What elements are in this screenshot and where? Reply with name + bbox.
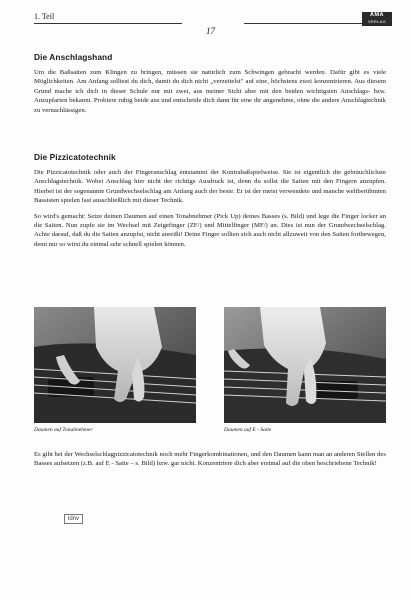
section-anschlagshand — [34, 52, 386, 115]
closing-paragraph — [34, 450, 386, 469]
footer-mark: idnv — [64, 514, 83, 524]
photo-figure-left — [34, 307, 196, 433]
logo-text: AMA — [369, 12, 385, 18]
section-body-instructions: So wird's gemacht: Setze deinen Daumen auf einen Tonabnehmer (Pick Up) deines Basses (s. Bild) und lege die Finger locker an die Saiten. Nun zupfe sie im Wechsel mit Zeigefinger (ZF/) und Mittelfinger (MF/) an. Dies ist nun der Grundwechselschlag. Achte darauf, daß du die Saiten anzupfst, nicht anreißt! Deine Finger sollten sich auch nicht allzuweit von den Saiten fortbewegen, denn nur so wirst du einmal sehr schnell spielen können. — [34, 212, 386, 248]
photo-thumb-on-pickup — [34, 307, 196, 423]
section-body: Die Pizzicatotechnik oder auch der Fingeranschlag entstammt der Kontrabaßspielweise. Sie ist eigentlich die gebräuchlichste Anschlagstechnik. Wobei Anschlag hier nicht der richtige Ausdruck ist, denn du sollst die Saiten mit den Fingern anzupfen. Hierbei ist der sogenannte Grundwechselschlag am Anfang auch der beste. Er ist der meist verwendete und manche weltberühmten Bassisten spielen fast ausschließlich mit dieser Technik. — [34, 169, 386, 205]
section-heading: Die Pizzicatotechnik — [34, 152, 116, 162]
photo-figure-right — [224, 307, 386, 433]
logo-subtext: VERLAG — [367, 19, 387, 24]
photo-thumb-on-e-string — [224, 307, 386, 423]
closing-body: Es gibt bei der Wechselschlagpizzicatotechnik noch mehr Fingerkombinationen, und den Daumen kann man an anderen Stellen des Basses aufsetzen (z.B. auf E - Saite – s. Bild) bzw. gar nicht. Konzentriere dich aber erstmal auf die oben beschriebene Technik! — [34, 451, 386, 468]
publisher-logo — [362, 12, 392, 26]
page-header — [34, 12, 392, 38]
photo-caption: Daumen auf Tonabnehmer — [34, 427, 93, 433]
photo-row — [34, 307, 386, 437]
page-number: 17 — [206, 26, 215, 36]
section-pizzicato — [34, 152, 386, 249]
section-body: Um die Baßsaiten zum Klingen zu bringen, müssen sie natürlich zum Schwingen gebracht werden. Dafür gibt es viele Möglichkeiten. Am Anfang solltest du dich, damit du dich nicht „verzettelst" auf eine, höchstens zwei konzentrieren. Aus diesem Grund mache ich dich in dieser Schule nur mit zwei, aus meiner Sicht aber mit den beiden wichtigsten Anschlags- bzw. Anzupfarten bekannt. Probiere ruhig beide aus und entscheide dich dann für eine dir angenehme, ohne die andere Anschlagtechnik zu vernachlässigen. — [34, 69, 386, 114]
header-rule-right — [244, 23, 362, 24]
section-heading: Die Anschlagshand — [34, 52, 113, 62]
photo-caption: Daumen auf E - Saite — [224, 427, 272, 433]
header-rule-left — [34, 23, 182, 24]
section-label: 1. Teil — [34, 12, 55, 21]
